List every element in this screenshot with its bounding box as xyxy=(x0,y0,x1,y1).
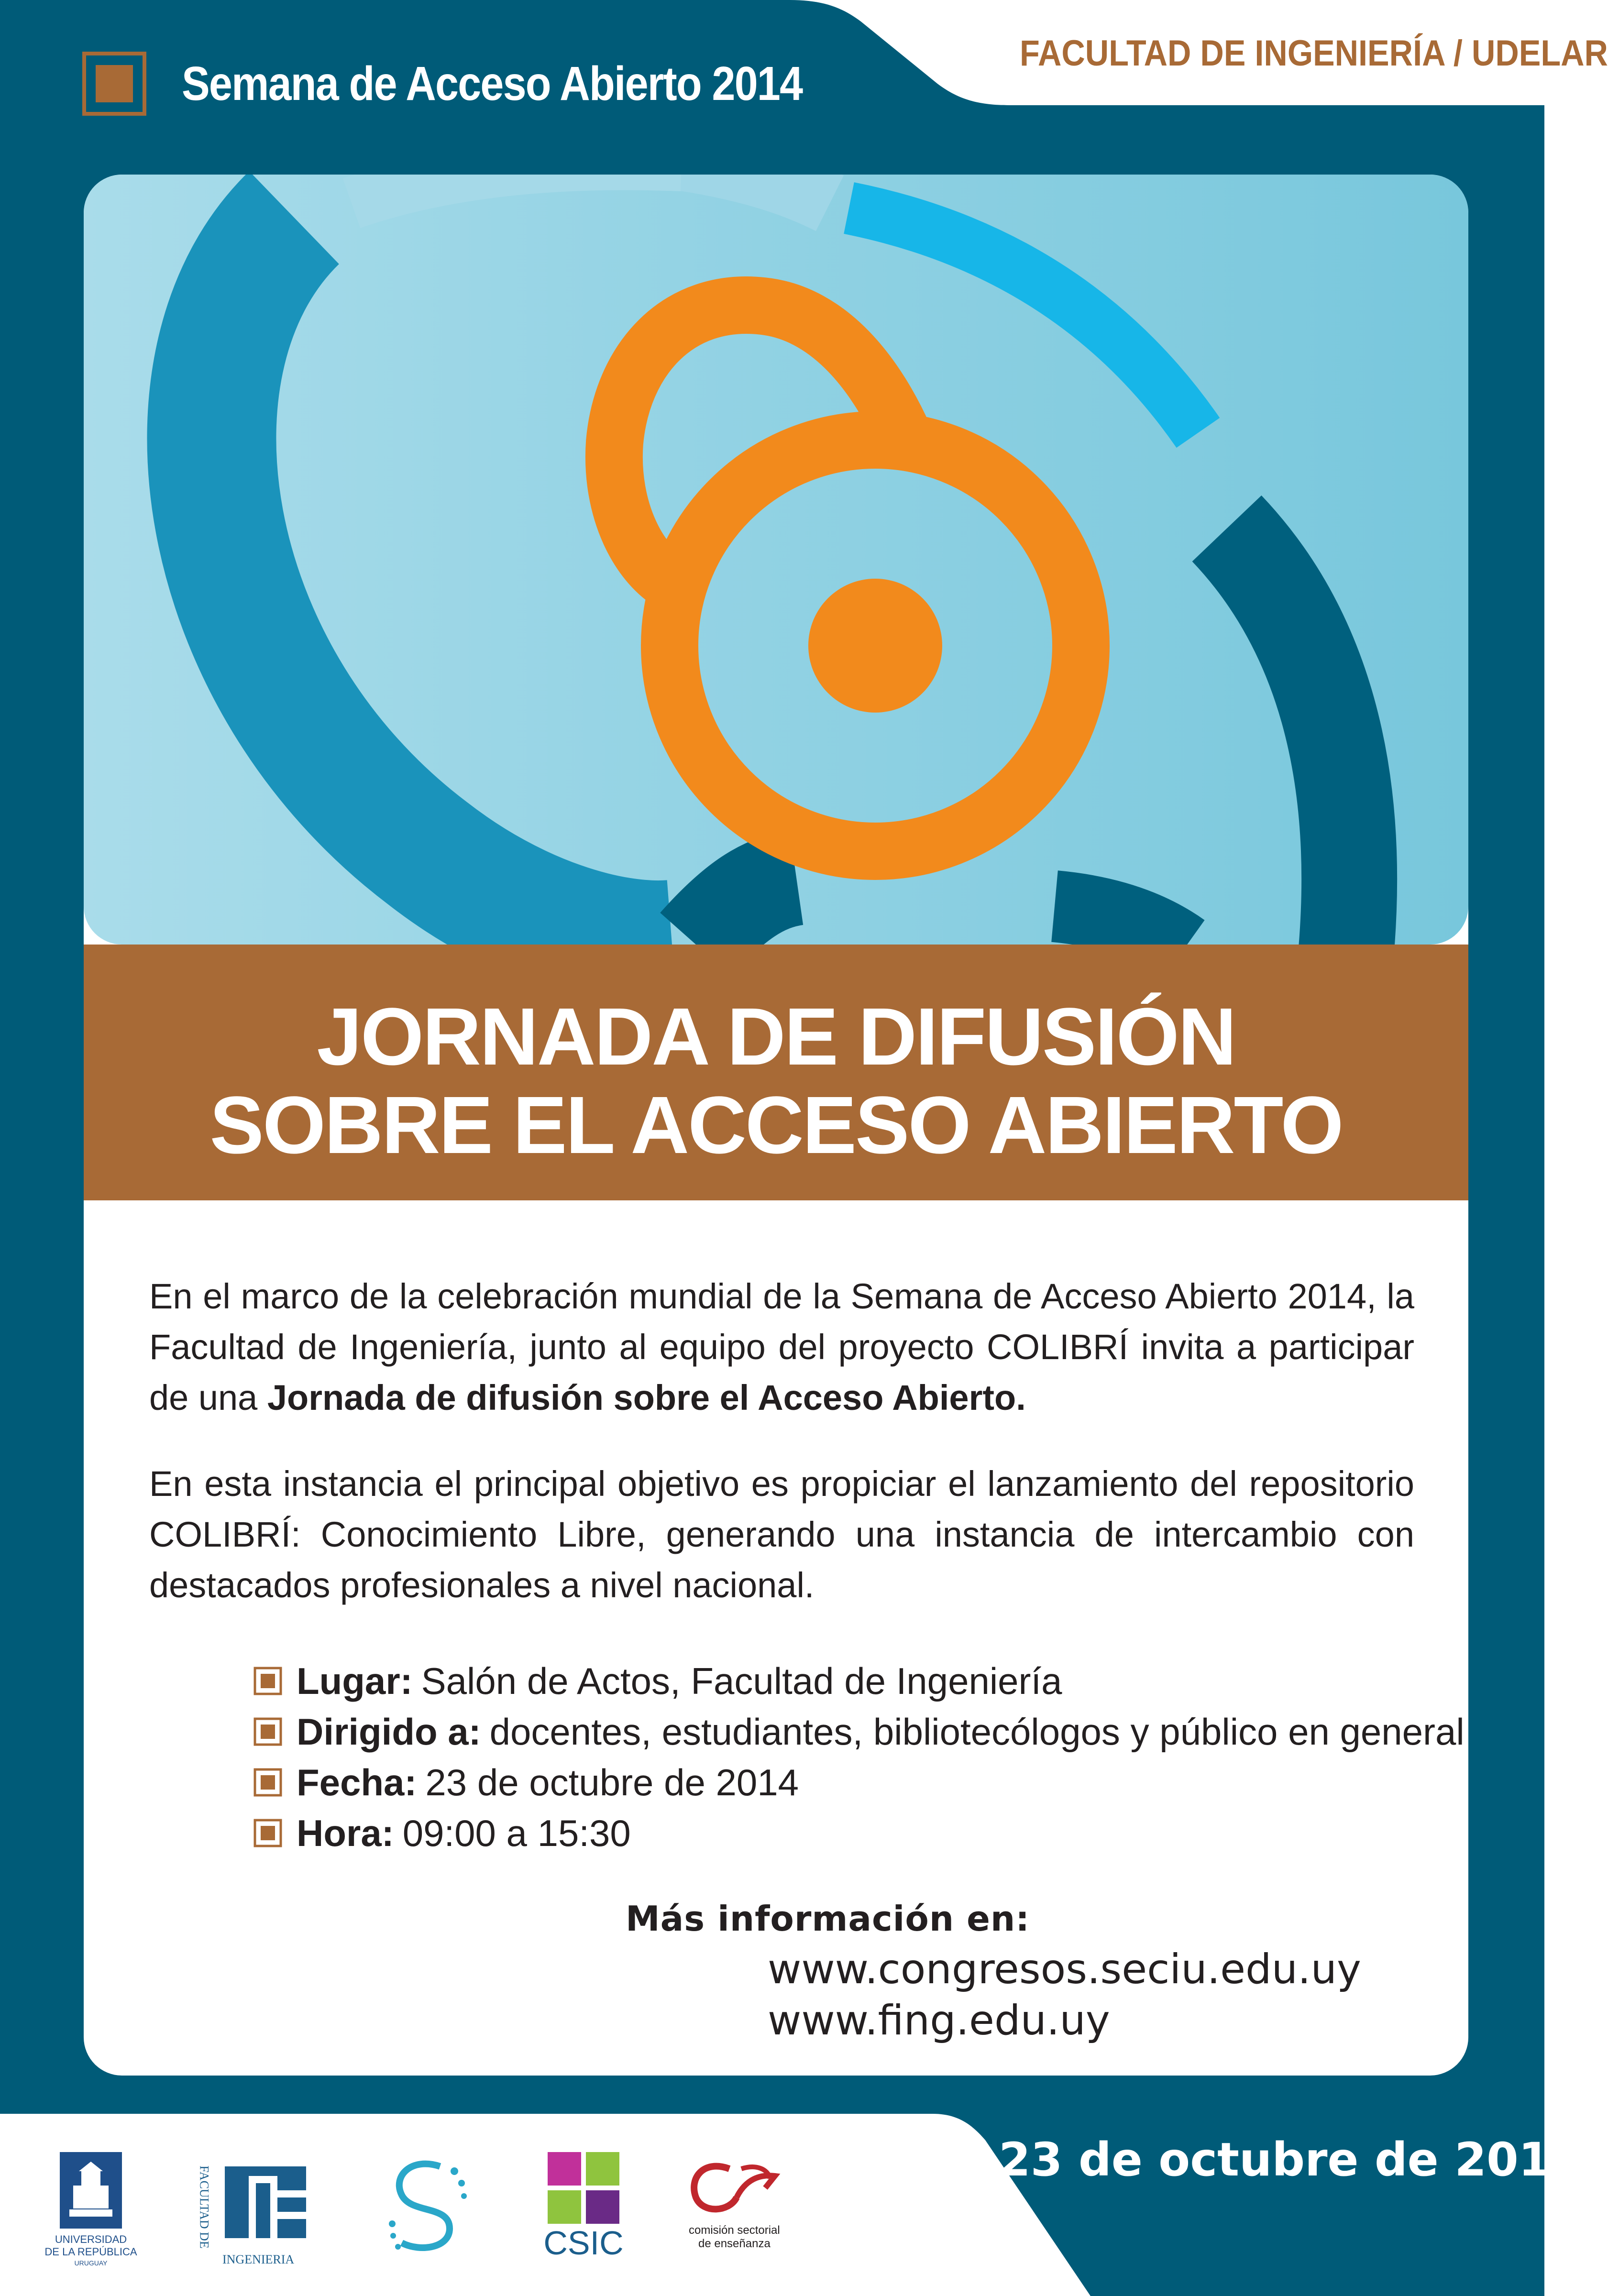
detail-item-dirigido xyxy=(253,1706,1465,1757)
cse-mark-icon xyxy=(684,2154,784,2221)
event-title: Semana de Acceso Abierto 2014 xyxy=(182,57,803,110)
fing-logo xyxy=(196,2157,316,2276)
detail-label: Dirigido a: xyxy=(297,1710,481,1753)
detail-value: 09:00 a 15:30 xyxy=(402,1812,631,1854)
more-info-label: Más información en: xyxy=(626,1899,1030,1939)
detail-label: Hora: xyxy=(297,1812,394,1854)
detail-item-lugar xyxy=(253,1656,1465,1706)
udelar-name-line-1: UNIVERSIDAD xyxy=(55,2233,127,2245)
intro-paragraph xyxy=(149,1271,1414,1423)
detail-item-fecha xyxy=(253,1757,1465,1808)
banner-title-line-1: JORNADA DE DIFUSIÓN xyxy=(317,991,1235,1082)
faculty-label: FACULTAD DE INGENIERÍA / UDELAR xyxy=(1020,33,1608,74)
link-fing[interactable]: www.fing.edu.uy xyxy=(768,1997,1110,2044)
udelar-name-line-3: URUGUAY xyxy=(74,2259,108,2267)
footer-date: 23 de octubre de 2014 xyxy=(999,2133,1583,2186)
square-bullet-icon xyxy=(253,1819,282,1847)
detail-label: Fecha: xyxy=(297,1761,417,1803)
detail-label: Lugar: xyxy=(297,1659,413,1702)
intro-text: En el marco de la celebración mundial de la Semana de Acceso Abierto 2014, la Facultad de Ingeniería, junto al equipo del proyecto COLIBRÍ invita a participar de una xyxy=(149,1276,1414,1417)
banner-title-line-2: SOBRE EL ACCESO ABIERTO xyxy=(209,1080,1343,1171)
title-banner xyxy=(84,945,1468,1200)
csic-logo xyxy=(543,2152,624,2267)
fing-mark-icon xyxy=(220,2162,311,2243)
fing-name-line-1: FACULTAD DE xyxy=(197,2165,211,2249)
detail-value: 23 de octubre de 2014 xyxy=(425,1761,799,1803)
udelar-logo xyxy=(41,2152,141,2291)
square-bullet-icon xyxy=(253,1768,282,1797)
udelar-name-line-2: DE LA REPÚBLICA xyxy=(44,2246,137,2258)
detail-value: Salón de Actos, Facultad de Ingeniería xyxy=(421,1659,1062,1702)
csic-name: CSIC xyxy=(543,2224,624,2262)
detail-item-hora xyxy=(253,1808,1465,1858)
udelar-building-icon xyxy=(60,2152,122,2229)
square-bullet-icon xyxy=(82,52,146,116)
seciu-logo xyxy=(383,2152,474,2257)
intro-bold-text: Jornada de difusión sobre el Acceso Abierto. xyxy=(267,1378,1026,1417)
square-bullet-icon xyxy=(253,1717,282,1746)
fing-name-line-2: INGENIERIA xyxy=(222,2252,295,2266)
open-access-lock-icon xyxy=(84,175,1468,945)
square-bullet-icon xyxy=(253,1667,282,1695)
detail-value: docentes, estudiantes, bibliotecólogos y público en general xyxy=(489,1710,1465,1753)
link-congresos[interactable]: www.congresos.seciu.edu.uy xyxy=(768,1945,1361,1993)
cse-logo xyxy=(679,2154,789,2260)
event-details-list xyxy=(253,1656,1465,1858)
objective-paragraph: En esta instancia el principal objetivo es propiciar el lanzamiento del repositorio COLIBRÍ: Conocimiento Libre, generando una instancia de intercambio con destacados profesionales a nivel nacional. xyxy=(149,1464,1414,1605)
csic-squares-icon xyxy=(548,2152,619,2224)
cse-name-line-1: comisión sectorial xyxy=(689,2224,780,2237)
cse-name-line-2: de enseñanza xyxy=(698,2237,771,2250)
